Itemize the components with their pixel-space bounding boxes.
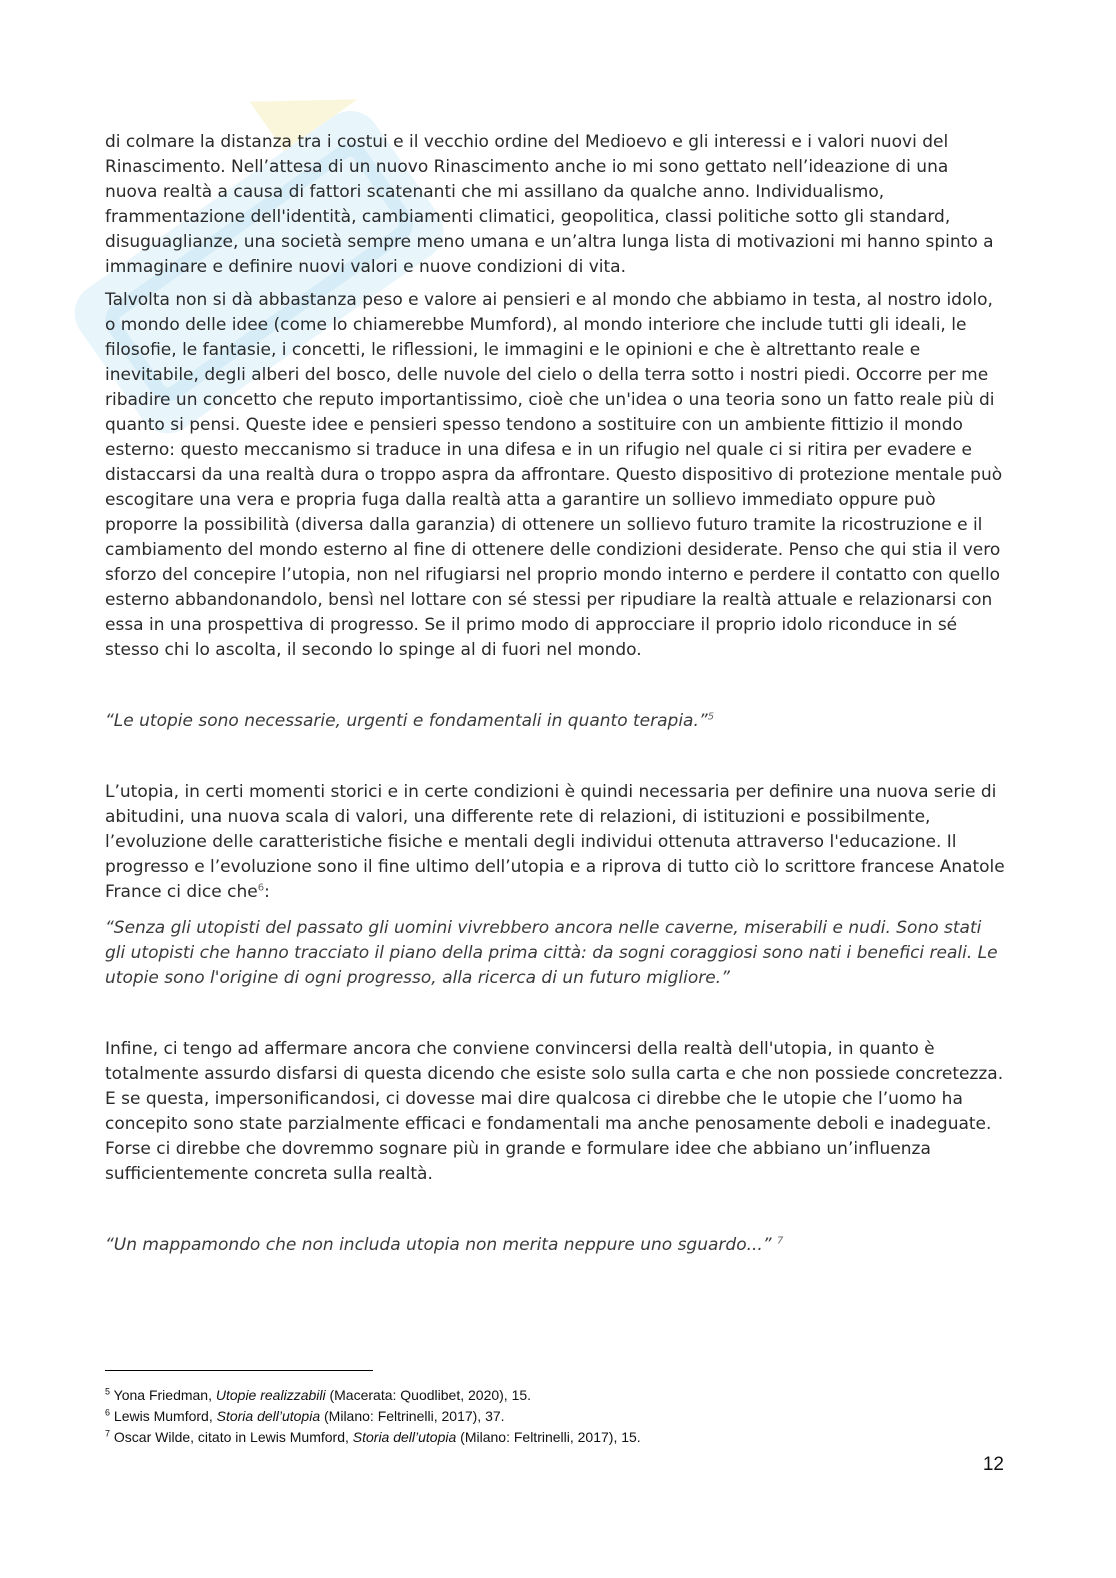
footnote-6 (105, 1406, 1005, 1427)
paragraph-3-text: L’utopia, in certi momenti storici e in certe condizioni è quindi necessaria per definire una nuova serie di abitudini, una nuova scala di valori, una differente rete di relazioni, di istituzioni e possibilmente, l’evoluzione delle caratteristiche fisiche e mentali degli individui ottenuta attraverso l'educazione. Il progresso e l’evoluzione sono il fine ultimo dell’utopia e a riprova di tutto ciò lo scrittore francese Anatole France ci dice che (105, 782, 1005, 902)
footnote-publication: (Milano: Feltrinelli, 2017), 15. (456, 1429, 641, 1445)
paragraph-1: di colmare la distanza tra i costui e il vecchio ordine del Medioevo e gli interessi e i valori nuovi del Rinascimento. Nell’attesa di un nuovo Rinascimento anche io mi sono gettato nell’ideazione di una nuova realtà a causa di fattori scatenanti che mi assillano da qualche anno. Individualismo, frammentazione dell'identità, cambiamenti climatici, geopolitica, classi politiche sotto gli standard, disuguaglianze, una società sempre meno umana e un’altra lunga lista di motivazioni mi hanno spinto a immaginare e definire nuovi valori e nuove condizioni di vita. (105, 132, 994, 277)
footnote-divider (105, 1370, 373, 1371)
footnote-ref-7: 7 (777, 1235, 784, 1247)
quote-3 (105, 1233, 1005, 1258)
footnote-publication: (Macerata: Quodlibet, 2020), 15. (325, 1387, 532, 1403)
paragraph-4: Infine, ci tengo ad affermare ancora che conviene convincersi della realtà dell'utopia, in quanto è totalmente assurdo disfarsi di questa dicendo che esiste solo sulla carta e che non possiede concretezza. E se questa, impersonificandosi, ci dovesse mai dire qualcosa ci direbbe che le utopie che l’uomo ha concepito sono state parzialmente efficaci e fondamentali ma anche penosamente deboli e inadeguate. Forse ci direbbe che dovremmo sognare più in grande e formulare idee che abbiano un’influenza sufficientemente concreta sulla realtà. (105, 1039, 1004, 1184)
footnote-ref-6: 6 (257, 882, 265, 894)
document-body (105, 130, 1005, 1258)
footnote-publication: (Milano: Feltrinelli, 2017), 37. (320, 1408, 505, 1424)
footnote-title: Utopie realizzabili (215, 1387, 326, 1403)
quote-3-text: “Un mappamondo che non includa utopia non merita neppure uno sguardo...” (105, 1235, 772, 1255)
footnote-number: 6 (105, 1407, 111, 1418)
footnotes (105, 1370, 1005, 1448)
footnote-number: 5 (105, 1386, 111, 1397)
paragraph-2: Talvolta non si dà abbastanza peso e valore ai pensieri e al mondo che abbiamo in testa, al nostro idolo, o mondo delle idee (come lo chiamerebbe Mumford), al mondo interiore che include tutti gli ideali, le filosofie, le fantasie, i concetti, le riflessioni, le immagini e le opinioni e che è altrettanto reale e inevitabile, degli alberi del bosco, delle nuvole del cielo o della terra sotto i nostri piedi. Occorre per me ribadire un concetto che reputo importantissimo, cioè che un'idea o una teoria sono un fatto reale più di quanto si pensi. Queste idee e pensieri spesso tendono a sostituire con un ambiente fittizio il mondo esterno: questo meccanismo si traduce in una difesa e in un rifugio nel quale ci si ritira per evadere e distaccarsi da una realtà dura o troppo aspra da affrontare. Questo dispositivo di protezione mentale può escogitare una vera e propria fuga dalla realtà atta a garantire un sollievo immediato oppure può proporre la possibilità (diversa dalla garanzia) di ottenere un sollievo futuro tramite la ricostruzione e il cambiamento del mondo esterno al fine di ottenere delle condizioni desiderate. Penso che qui stia il vero sforzo del concepire l’utopia, non nel rifugiarsi nel proprio mondo interno e perdere il contatto con quello esterno abbandonandolo, bensì nel lottare con sé stessi per ripudiare la realtà attuale e relazionarsi con essa in una prospettiva di progresso. Se il primo modo di approcciare il proprio idolo riconduce in sé stesso chi lo ascolta, il secondo lo spinge al di fuori nel mondo. (105, 290, 1003, 660)
quote-1 (105, 709, 1005, 734)
footnote-5 (105, 1385, 1005, 1406)
footnote-author: Lewis Mumford, (113, 1408, 217, 1424)
paragraph-3-tail: : (264, 882, 270, 902)
footnote-title: Storia dell’utopia (352, 1429, 457, 1445)
page-number: 12 (982, 1454, 1004, 1475)
quote-2: “Senza gli utopisti del passato gli uomini vivrebbero ancora nelle caverne, miserabili e nudi. Sono stati gli utopisti che hanno tracciato il piano della prima città: da sogni coraggiosi sono nati i benefici reali. Le utopie sono l'origine di ogni progresso, alla ricerca di un futuro migliore.” (105, 918, 998, 988)
quote-1-text: “Le utopie sono necessarie, urgenti e fondamentali in quanto terapia.” (105, 711, 708, 731)
paragraph-3 (105, 780, 1005, 905)
footnote-7 (105, 1427, 1005, 1448)
footnote-title: Storia dell’utopia (216, 1408, 321, 1424)
footnote-number: 7 (105, 1428, 111, 1439)
footnote-ref-5: 5 (707, 711, 715, 723)
footnote-author: Oscar Wilde, citato in Lewis Mumford, (113, 1429, 353, 1445)
footnote-author: Yona Friedman, (113, 1387, 216, 1403)
